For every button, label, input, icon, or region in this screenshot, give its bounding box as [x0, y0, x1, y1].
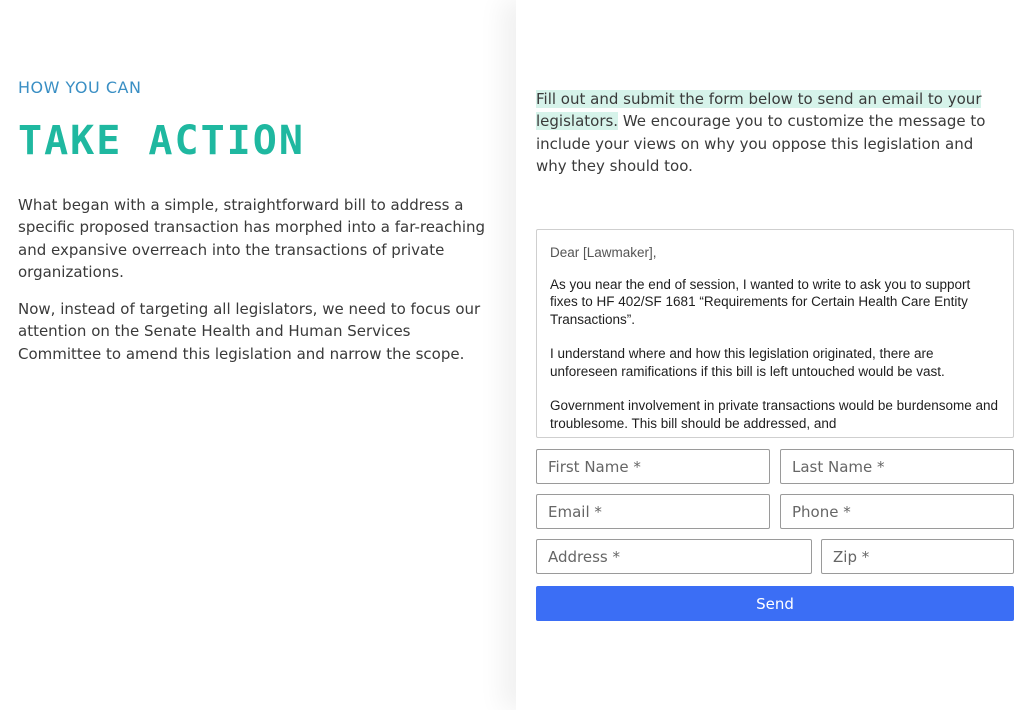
intro-paragraph-1: What began with a simple, straightforward bill to address a specific proposed transaction has morphed into a far-reaching and expansive overreach into the transactions of private organizations.: [18, 196, 486, 281]
email-field[interactable]: [536, 494, 770, 529]
email-input[interactable]: [548, 503, 758, 521]
message-paragraph-3[interactable]: Government involvement in private transactions would be burdensome and troublesome. This bill should be addressed, and: [550, 398, 998, 431]
phone-input[interactable]: [792, 503, 1002, 521]
section-kicker: HOW YOU CAN: [18, 78, 142, 97]
phone-field[interactable]: [780, 494, 1014, 529]
address-input[interactable]: [548, 548, 800, 566]
intro-paragraph-2: Now, instead of targeting all legislators, we need to focus our attention on the Senate Health and Human Services Committee to amend this legislation and narrow the scope.: [18, 300, 481, 363]
page-title: TAKE ACTION: [18, 118, 305, 164]
zip-input[interactable]: [833, 548, 1002, 566]
form-panel: [516, 0, 1027, 710]
zip-field[interactable]: [821, 539, 1014, 574]
instructions-highlight: Fill out and submit the form below to send an email to your legislators.: [536, 90, 982, 131]
address-field[interactable]: [536, 539, 812, 574]
message-paragraph-2[interactable]: I understand where and how this legislation originated, there are unforeseen ramifications if this bill is left untouched would be vast.: [550, 346, 945, 379]
instructions-rest: We encourage you to customize the message to include your views on why you oppose this legislation and why they should too.: [536, 112, 986, 175]
message-greeting[interactable]: Dear [Lawmaker],: [550, 245, 657, 260]
last-name-field[interactable]: [780, 449, 1014, 484]
message-paragraph-1[interactable]: As you near the end of session, I wanted to write to ask you to support fixes to HF 402/SF 1681 “Requirements for Certain Health Care Entity Transactions”.: [550, 276, 971, 327]
send-button[interactable]: Send: [536, 586, 1014, 621]
first-name-input[interactable]: [548, 458, 758, 476]
email-message-textarea[interactable]: [536, 229, 1014, 438]
form-instructions: [536, 88, 1006, 177]
first-name-field[interactable]: [536, 449, 770, 484]
last-name-input[interactable]: [792, 458, 1002, 476]
